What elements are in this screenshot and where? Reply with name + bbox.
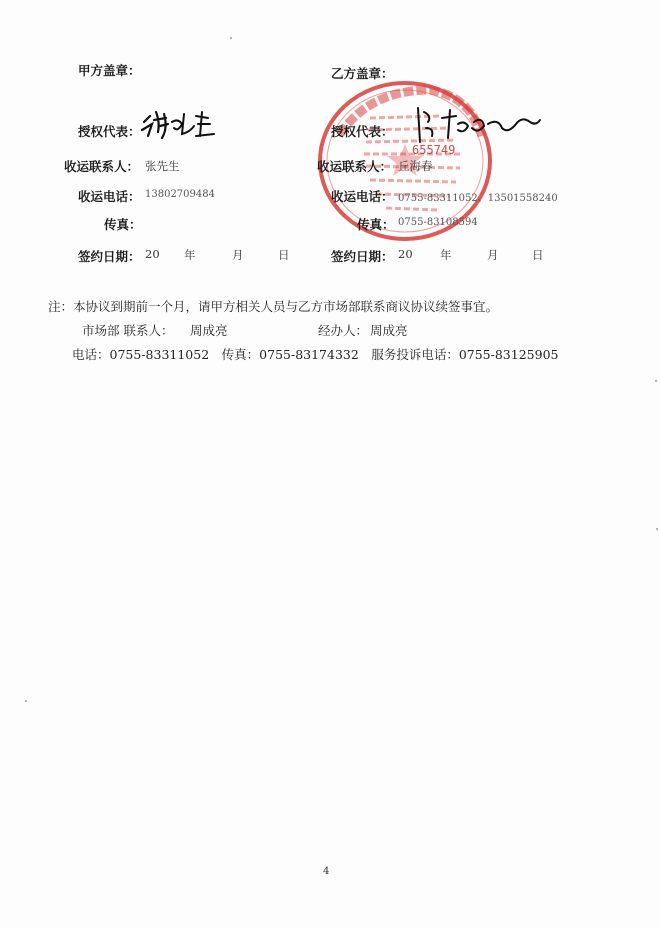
party-a-date-month: 月 [232,248,244,262]
page-number: 4 [323,866,330,877]
contact-line: 电话：0755-83311052 传真：0755-83174332 服务投诉电话：0755-83125905 [72,347,559,362]
market-contact-value: 周成亮 [190,323,228,338]
renewal-note: 注：本协议到期前一个月，请甲方相关人员与乙方市场部联系商议协议续签事宜。 [48,299,499,314]
market-dept-label: 市场部 联系人： [82,323,174,338]
party-a-rep-label: 授权代表： [78,124,141,139]
party-a-phone-value: 13802709484 [145,189,215,200]
scan-speck [230,37,232,39]
party-a-signature [138,102,218,142]
party-a-date-year-prefix: 20 [145,247,160,261]
party-b-contact-label: 收运联系人： [317,159,393,174]
party-b-signature [398,98,548,148]
party-a-phone-label: 收运电话： [78,189,141,204]
handler-value: 周成亮 [370,323,408,338]
party-b-date-label: 签约日期： [331,249,394,264]
party-b-seal-label: 乙方盖章： [331,66,394,81]
party-b-fax-label: 传真： [357,217,395,232]
party-a-date-day: 日 [278,248,290,262]
party-a-seal-label: 甲方盖章： [78,63,141,78]
party-b-date-day: 日 [532,248,544,262]
party-a-date-label: 签约日期： [78,249,141,264]
handler-label: 经办人： [318,323,369,338]
scan-speck [655,380,657,382]
party-a-date-year: 年 [184,248,196,262]
scan-speck [656,528,658,530]
party-b-fax-value: 0755-83108594 [398,217,478,228]
party-a-contact-label: 收运联系人： [64,159,140,174]
party-b-rep-label: 授权代表： [331,124,394,139]
party-b-date-year: 年 [440,248,452,262]
party-a-contact-value: 张先生 [145,159,180,173]
party-b-phone-value: 0755-83311052、13501558240 [398,193,558,204]
party-a-fax-label: 传真： [104,217,142,232]
stamp-number: 655749 [412,143,456,157]
party-b-date-year-prefix: 20 [398,247,413,261]
party-b-phone-label: 收运电话： [331,189,394,204]
scan-speck [25,700,27,702]
party-b-contact-value: 丘海春 [398,159,433,173]
party-b-date-month: 月 [487,248,499,262]
